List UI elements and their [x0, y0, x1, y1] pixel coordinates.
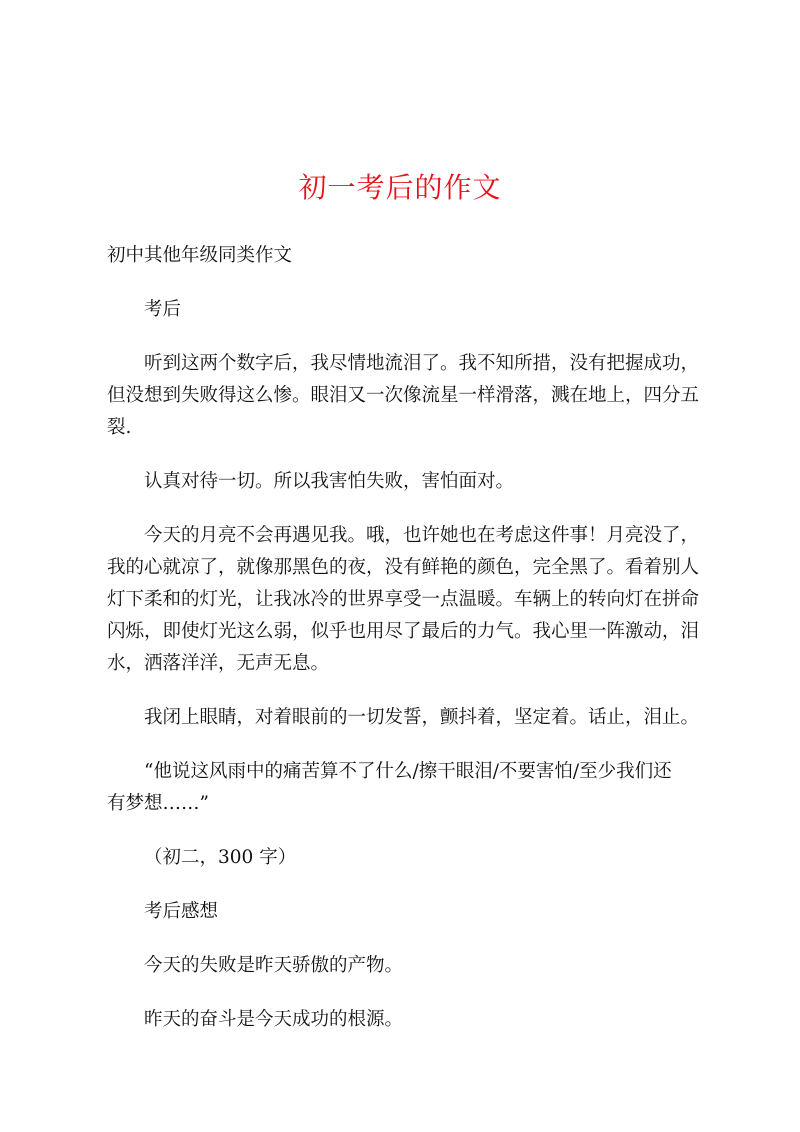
paragraph-line: 听到这两个数字后，我尽情地流泪了。我不知所措，没有把握成功，	[144, 353, 700, 374]
paragraph-line: 但没想到失败得这么惨。眼泪又一次像流星一样滑落，溅在地上，四分五	[107, 385, 700, 406]
paragraph-line: 灯下柔和的灯光，让我冰冷的世界享受一点温暖。车辆上的转向灯在拼命	[107, 589, 700, 610]
essay2-heading-text: 考后感想	[144, 901, 219, 922]
paragraph-line: 今天的失败是昨天骄傲的产物。	[144, 955, 404, 976]
byline-text: （初二，300 字）	[144, 847, 297, 868]
essay1-paragraph-3	[107, 520, 699, 680]
paragraph-line: “他说这风雨中的痛苦算不了什么/擦干眼泪/不要害怕/至少我们还	[144, 761, 672, 782]
document-title: 初一考后的作文	[298, 171, 502, 204]
essay1-paragraph-1	[107, 348, 699, 444]
essay1-paragraph-2	[107, 466, 699, 498]
essay1-heading	[107, 294, 699, 326]
essay1-byline	[107, 842, 699, 874]
paragraph-line: 昨天的奋斗是今天成功的根源。	[144, 1009, 404, 1030]
paragraph-line: 裂.	[107, 417, 132, 438]
category-label	[107, 240, 699, 272]
essay1-paragraph-4	[107, 702, 699, 734]
paragraph-line: 有梦想……”	[107, 793, 209, 814]
document-body	[107, 240, 699, 1058]
paragraph-line: 认真对待一切。所以我害怕失败，害怕面对。	[144, 471, 515, 492]
essay1-heading-text: 考后	[144, 299, 182, 320]
essay1-paragraph-5	[107, 756, 699, 820]
paragraph-line: 闪烁，即使灯光这么弱，似乎也用尽了最后的力气。我心里一阵激动，泪	[107, 621, 700, 642]
paragraph-line: 水，洒落洋洋，无声无息。	[107, 653, 330, 674]
essay2-line-2	[107, 1004, 699, 1036]
paragraph-line: 今天的月亮不会再遇见我。哦，也许她也在考虑这件事！月亮没了，	[144, 525, 700, 546]
paragraph-line: 我闭上眼睛，对着眼前的一切发誓，颤抖着，坚定着。话止，泪止。	[144, 707, 700, 728]
essay2-heading	[107, 896, 699, 928]
category-text: 初中其他年级同类作文	[107, 245, 293, 266]
essay2-line-1	[107, 950, 699, 982]
paragraph-line: 我的心就凉了，就像那黑色的夜，没有鲜艳的颜色，完全黑了。看着别人	[107, 557, 700, 578]
